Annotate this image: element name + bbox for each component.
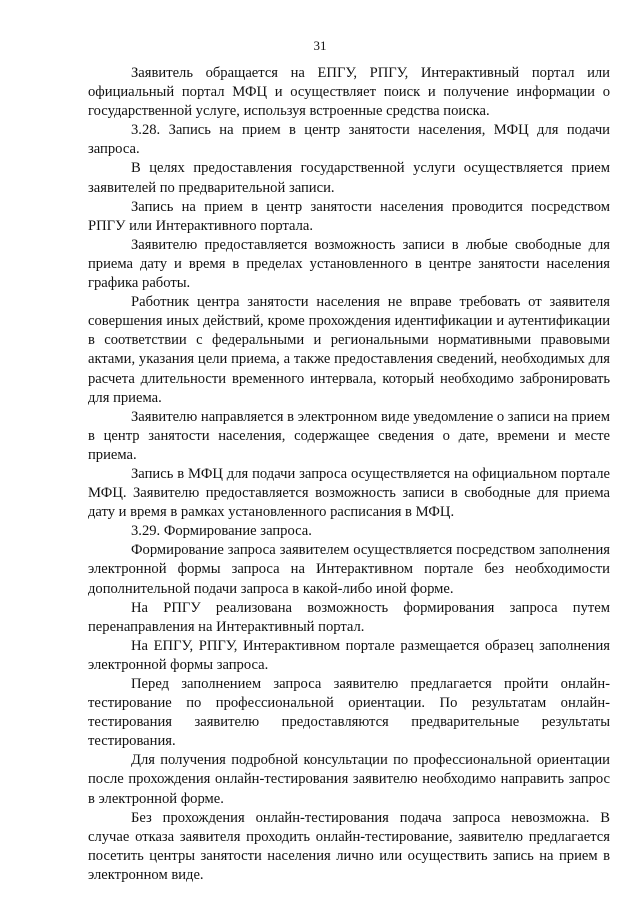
paragraph-search-info: Заявитель обращается на ЕПГУ, РПГУ, Интерактивный портал или официальный портал МФЦ и осуществляет поиск и получение информации о государственной услуге, используя встроенные средства поиска. bbox=[88, 65, 610, 120]
paragraph-redirect: На РПГУ реализована возможность формирования запроса путем перенаправления на Интерактивный портал. bbox=[88, 599, 610, 635]
paragraph-appointment-channels: Запись на прием в центр занятости населения проводится посредством РПГУ или Интерактивного портала. bbox=[88, 198, 610, 234]
page-number: 31 bbox=[313, 38, 327, 53]
paragraph-testing-required: Без прохождения онлайн-тестирования подача запроса невозможна. В случае отказа заявителя проходить онлайн-тестирование, заявителю предлагается посетить центры занятости населения лично или осуществить запись на прием в электронном виде. bbox=[88, 809, 610, 883]
paragraph-sample-form: На ЕПГУ, РПГУ, Интерактивном портале размещается образец заполнения электронной формы запроса. bbox=[88, 637, 610, 673]
paragraph-notification: Заявителю направляется в электронном виде уведомление о записи на прием в центр занятости населения, содержащее сведения о дате, времени и месте приема. bbox=[88, 408, 610, 463]
section-heading-3-28: 3.28. Запись на прием в центр занятости населения, МФЦ для подачи запроса. bbox=[88, 122, 610, 158]
paragraph-appointment-slots: Заявителю предоставляется возможность записи в любые свободные для приема дату и время в пределах установленного в центре занятости населения графика работы. bbox=[88, 236, 610, 292]
paragraph-appointment-purpose: В целях предоставления государственной услуги осуществляется прием заявителей по предварительной записи. bbox=[88, 160, 610, 196]
body-text bbox=[88, 64, 610, 885]
paragraph-online-testing: Перед заполнением запроса заявителю предлагается пройти онлайн-тестирование по профессиональной ориентации. По результатам онлайн-тестирования заявителю предоставляются предварительные результаты тестирования. bbox=[88, 676, 610, 750]
paragraph-mfc-appointment: Запись в МФЦ для подачи запроса осуществляется на официальном портале МФЦ. Заявителю предоставляется возможность записи в свободные для приема дату и время в рамках установленного расписания в МФЦ. bbox=[88, 465, 610, 521]
paragraph-consultation: Для получения подробной консультации по профессиональной ориентации после прохождения онлайн-тестирования заявителю необходимо направить запрос в электронной форме. bbox=[88, 752, 610, 807]
paragraph-employee-restrictions: Работник центра занятости населения не вправе требовать от заявителя совершения иных действий, кроме прохождения идентификации и аутентификации в соответствии с федеральными и региональными нормативными правовыми актами, указания цели приема, а также предоставления сведений, необходимых для расчета длительности временного интервала, который необходимо забронировать для приема. bbox=[88, 294, 610, 406]
paragraph-request-form: Формирование запроса заявителем осуществляется посредством заполнения электронной формы запроса на Интерактивном портале без необходимости дополнительной подачи запроса в какой-либо иной форме. bbox=[88, 542, 610, 597]
section-heading-3-29: 3.29. Формирование запроса. bbox=[131, 523, 312, 540]
